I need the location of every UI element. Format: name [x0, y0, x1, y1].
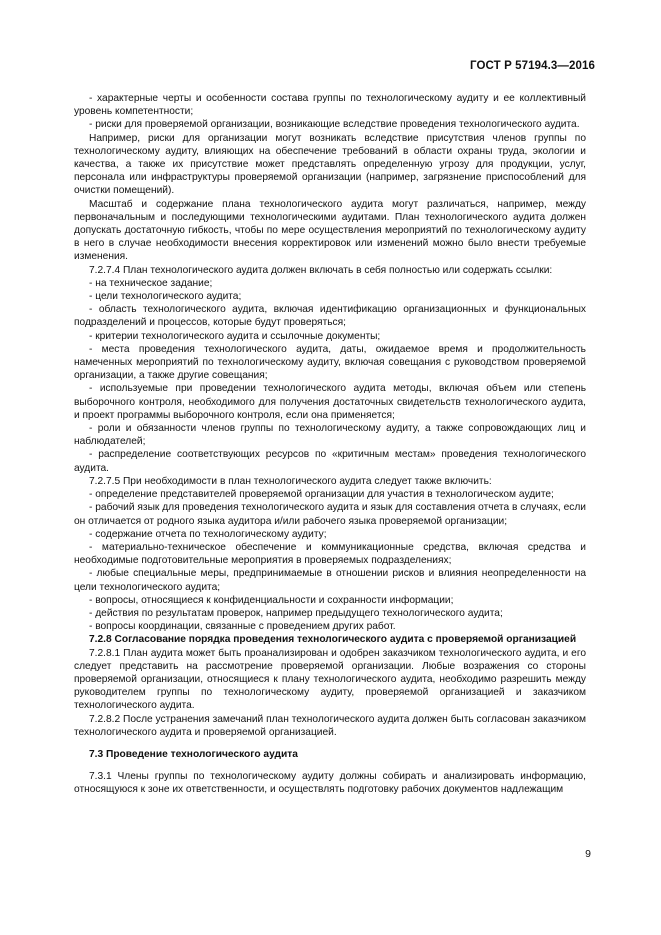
paragraph: 7.2.8.1 План аудита может быть проанализирован и одобрен заказчиком технологического аудита, и его следует представить на рассмотрение проверяемой организации. Любые возражения со стороны проверяемой организации, относящиеся к плану технологического аудита, необходимо разрешить между руководителем группы по технологическому аудиту, проверяемой организацией и заказчиком технологического аудита. — [74, 647, 586, 712]
section-heading: 7.2.8 Согласование порядка проведения технологического аудита с проверяемой организацией — [89, 634, 577, 646]
list-item: - рабочий язык для проведения технологического аудита и язык для составления отчета в случаях, если он отличается от родного языка аудитора и/или рабочего языка проверяемой организации; — [74, 502, 586, 527]
list-item: - определение представителей проверяемой организации для участия в технологическом аудите; — [89, 489, 554, 501]
paragraph: 7.3.1 Члены группы по технологическому аудиту должны собирать и анализировать информацию, относящуюся к зоне их ответственности, и осуществлять подготовку рабочих документов надлежащим — [74, 771, 586, 796]
document-header: ГОСТ Р 57194.3—2016 — [470, 60, 595, 72]
paragraph: - риски для проверяемой организации, возникающие вследствие проведения технологического аудита. — [89, 119, 580, 131]
paragraph: 7.2.7.5 При необходимости в план технологического аудита следует также включить: — [89, 475, 492, 487]
paragraph: Например, риски для организации могут возникать вследствие присутствия членов группы по технологическому аудиту, влияющих на обеспечение требований в области охраны труда, экологии и качества, а также их присутствие может представлять определенную угрозу для продукции, услуг, персонала или инфраструктуры проверяемой организации (например, загрязнение приспособлений для очистки помещений). — [74, 132, 586, 197]
list-item: - роли и обязанности членов группы по технологическому аудиту, а также сопровождающих лиц и наблюдателей; — [74, 423, 586, 448]
list-item: - область технологического аудита, включая идентификацию организационных и функциональных подразделений и процессов, которые будут проверяться; — [74, 304, 586, 329]
list-item: - материально-техническое обеспечение и коммуникационные средства, включая средства и необходимые подготовительные мероприятия в проверяемых подразделениях; — [74, 541, 586, 567]
list-item: - вопросы координации, связанные с проведением других работ. — [89, 621, 396, 633]
list-item: - действия по результатам проверок, например предыдущего технологического аудита; — [89, 607, 503, 619]
list-item: - критерии технологического аудита и ссылочные документы; — [89, 330, 381, 342]
page-number: 9 — [585, 848, 591, 860]
list-item: - цели технологического аудита; — [89, 291, 242, 303]
list-item: - содержание отчета по технологическому аудиту; — [89, 528, 327, 540]
paragraph: - характерные черты и особенности состава группы по технологическому аудиту и ее коллективный уровень компетентности; — [74, 93, 586, 118]
list-item: - вопросы, относящиеся к конфиденциальности и сохранности информации; — [89, 594, 454, 606]
list-item: - места проведения технологического аудита, даты, ожидаемое время и продолжительность намеченных мероприятий по технологическому аудиту, включая совещания с руководством проверяемой организации, а также другие совещания; — [74, 343, 586, 382]
list-item: - распределение соответствующих ресурсов по «критичным местам» проведения технологического аудита. — [74, 449, 586, 474]
paragraph: 7.2.7.4 План технологического аудита должен включать в себя полностью или содержать ссылки: — [89, 264, 553, 276]
list-item: - любые специальные меры, предпринимаемые в отношении рисков и влияния неопределенности на цели технологического аудита; — [74, 568, 586, 593]
paragraph: 7.2.8.2 После устранения замечаний план технологического аудита должен быть согласован заказчиком технологического аудита и проверяемой организацией. — [74, 713, 586, 738]
list-item: - используемые при проведении технологического аудита методы, включая объем или степень выборочного контроля, необходимого для получения достаточных свидетельств технологического аудита, и проект программы выборочного контроля, если она применяется; — [74, 383, 586, 421]
list-item: - на техническое задание; — [89, 277, 213, 289]
document-body — [74, 92, 586, 797]
paragraph: Масштаб и содержание плана технологического аудита могут различаться, например, между первоначальным и последующими технологическими аудитами. План технологического аудита должен допускать достаточную гибкость, чтобы по мере осуществления мероприятий по технологическому аудиту в него в случае необходимости внесения корректировок или изменений можно было внести требуемые изменения. — [74, 198, 586, 263]
section-heading: 7.3 Проведение технологического аудита — [89, 748, 298, 760]
